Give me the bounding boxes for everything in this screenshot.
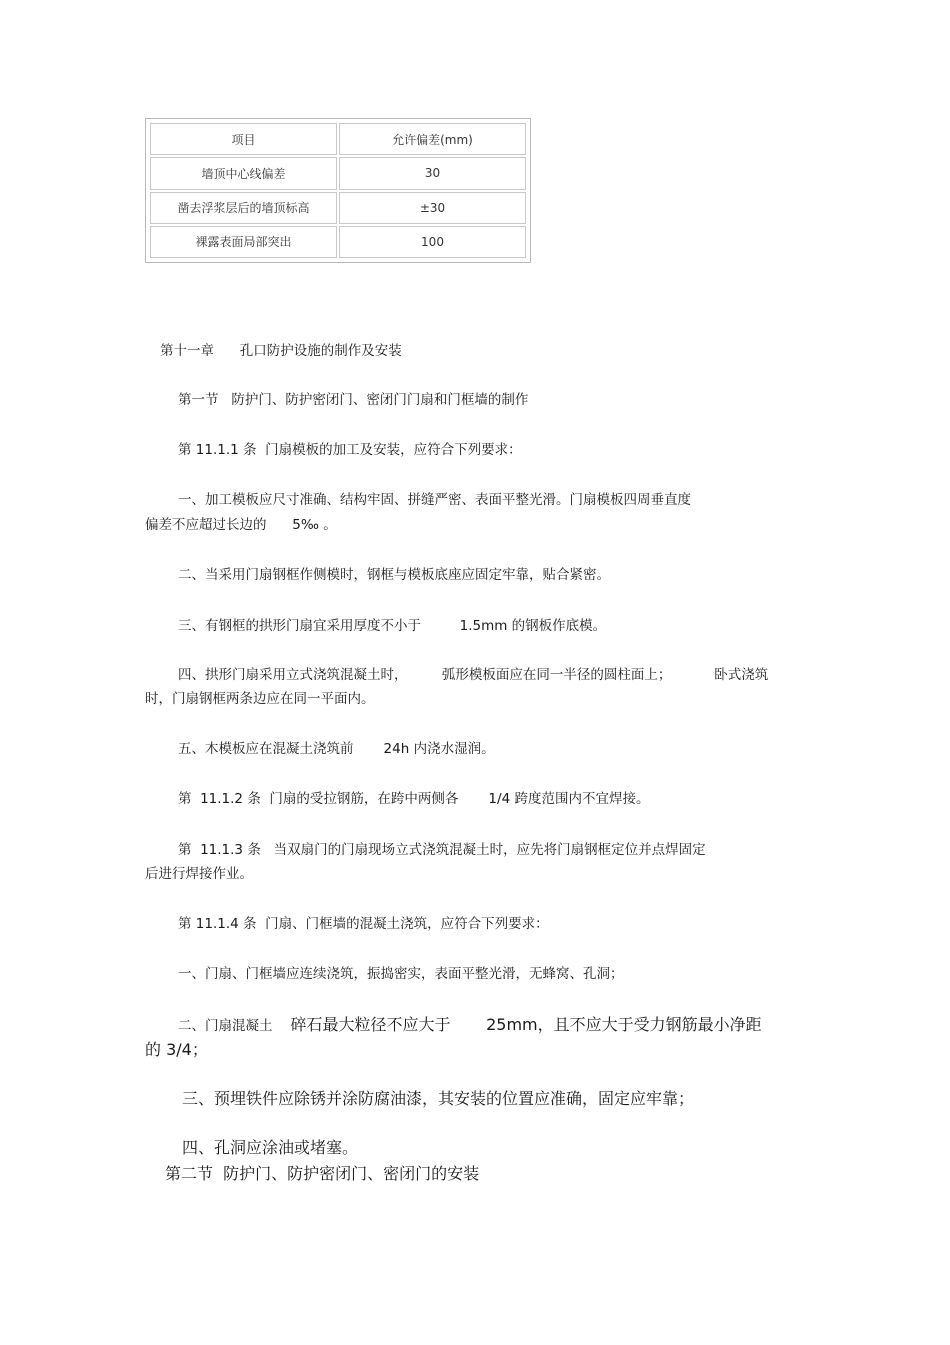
table-row: [150, 226, 526, 258]
paragraph: 偏差不应超过长边的 5‰ 。: [145, 517, 337, 533]
paragraph: 一、门扇、门框墙应连续浇筑，振捣密实，表面平整光滑，无蜂窝、孔洞；: [178, 966, 624, 982]
header-cell-tolerance: 允许偏差(mm): [339, 123, 526, 155]
paragraph: 的 3/4；: [145, 1040, 208, 1059]
table-row: [150, 192, 526, 224]
paragraph: 四、孔洞应涂油或堵塞。: [182, 1138, 359, 1157]
table-cell: 墙顶中心线偏差: [150, 157, 337, 189]
paragraph: 五、木模板应在混凝土浇筑前 24h 内浇水湿润。: [178, 741, 495, 757]
header-cell-item: 项目: [150, 123, 337, 155]
table-cell: 裸露表面局部突出: [150, 226, 337, 258]
section-heading: 第二节 防护门、防护密闭门、密闭门的安装: [165, 1164, 480, 1183]
article-11-1-3: 第 11.1.3 条 当双扇门的门扇现场立式浇筑混凝土时，应先将门扇钢框定位并点焊固定: [178, 842, 706, 858]
paragraph: 时，门扇钢框两条边应在同一平面内。: [145, 691, 375, 707]
table-cell: 凿去浮浆层后的墙顶标高: [150, 192, 337, 224]
paragraph: 四、拱形门扇采用立式浇筑混凝土时， 弧形模板面应在同一半径的圆柱面上； 卧式浇筑: [178, 667, 769, 683]
paragraph: [178, 1015, 762, 1035]
table-cell: 30: [339, 157, 526, 189]
paragraph: 三、预埋铁件应除锈并涂防腐油漆，其安装的位置应准确，固定应牢靠；: [182, 1089, 695, 1108]
table-cell: ±30: [339, 192, 526, 224]
paragraph: 一、加工模板应尺寸准确、结构牢固、拼缝严密、表面平整光滑。门扇模板四周垂直度: [178, 492, 691, 508]
tolerance-table-grid: [148, 121, 528, 260]
paragraph: 二、当采用门扇钢框作侧模时，钢框与模板底座应固定牢靠，贴合紧密。: [178, 567, 610, 583]
paragraph-rest: 碎石最大粒径不应大于 25mm，且不应大于受力钢筋最小净距: [290, 1015, 762, 1034]
table-row: [150, 157, 526, 189]
paragraph: 三、有钢框的拱形门扇宜采用厚度不小于 1.5mm 的钢板作底模。: [178, 618, 607, 634]
table-cell: 100: [339, 226, 526, 258]
article-11-1-1: 第 11.1.1 条 门扇模板的加工及安装，应符合下列要求：: [178, 442, 522, 458]
article-11-1-4: 第 11.1.4 条 门扇、门框墙的混凝土浇筑，应符合下列要求：: [178, 916, 549, 932]
paragraph: 后进行焊接作业。: [145, 866, 253, 882]
table-header-row: [150, 123, 526, 155]
section-heading: 第一节 防护门、防护密闭门、密闭门门扇和门框墙的制作: [178, 392, 529, 408]
article-11-1-2: 第 11.1.2 条 门扇的受拉钢筋，在跨中两侧各 1/4 跨度范围内不宜焊接。: [178, 791, 650, 807]
chapter-heading: 第十一章 孔口防护设施的制作及安装: [160, 343, 402, 359]
tolerance-table: [145, 118, 531, 263]
paragraph-lead: 二、门扇混凝土: [178, 1018, 273, 1034]
